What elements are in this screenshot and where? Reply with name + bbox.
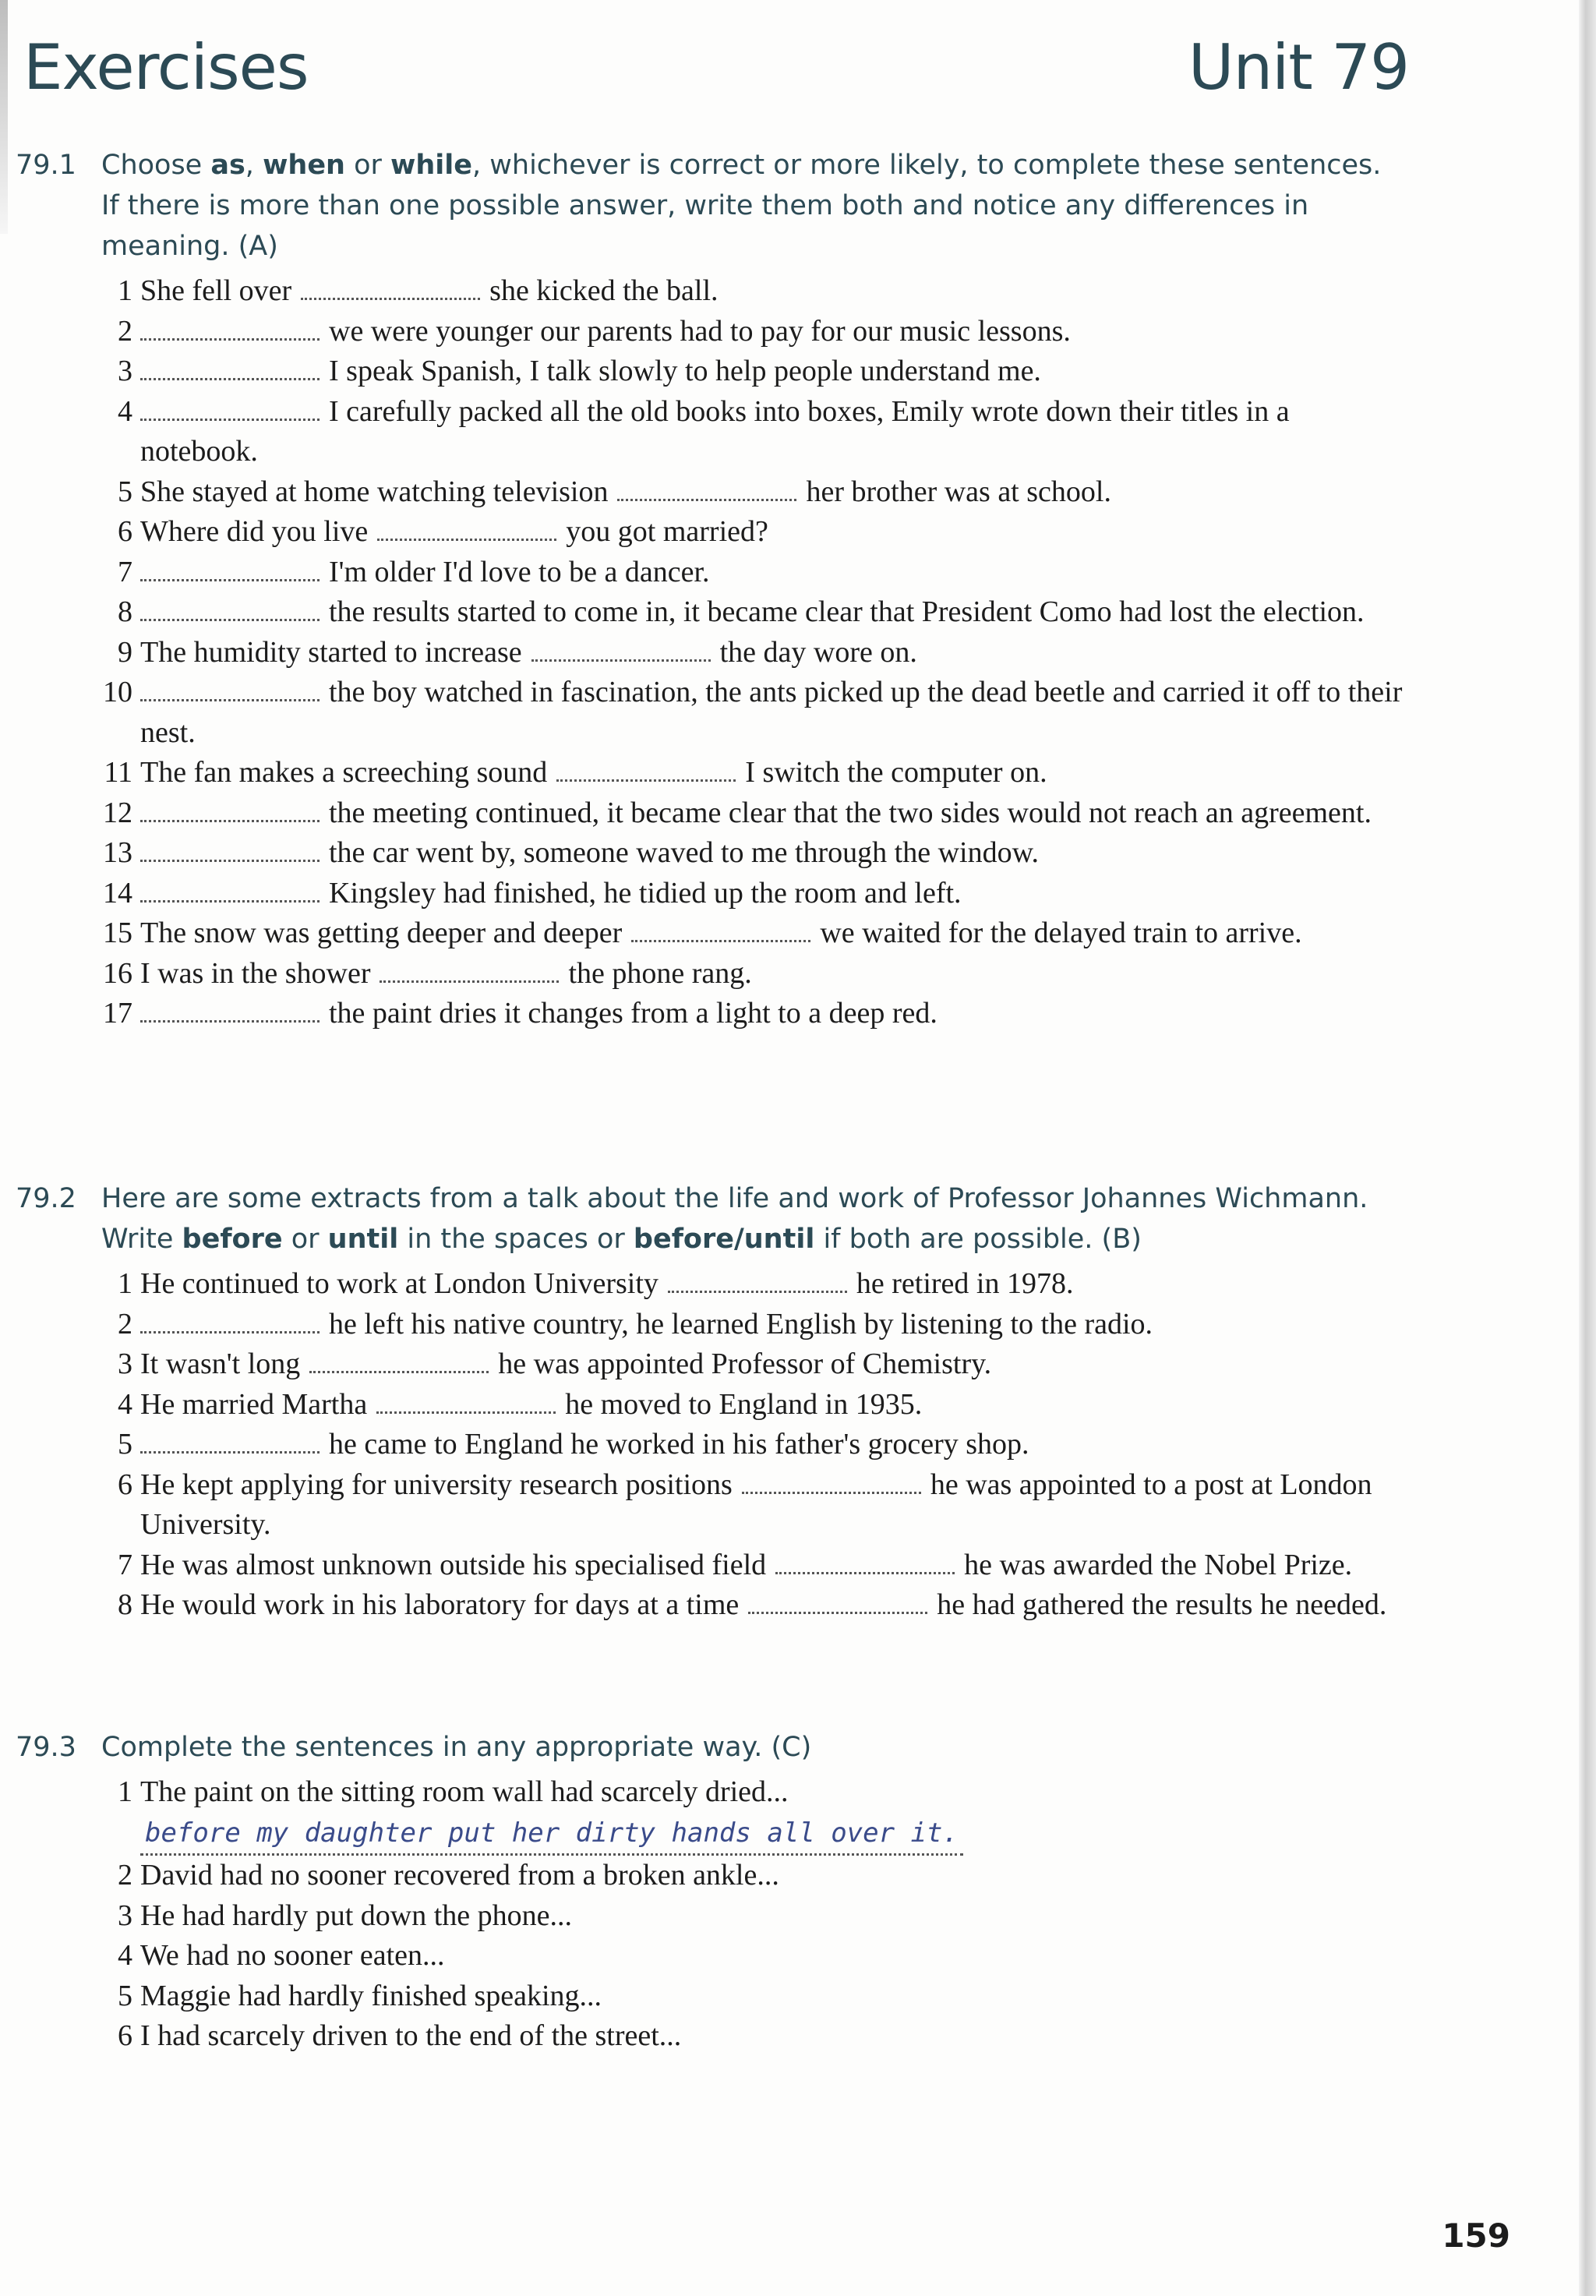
item-sentence (140, 874, 1403, 914)
exercise-item (86, 271, 1403, 312)
exercise-item (86, 1425, 1403, 1465)
exercise-item (86, 553, 1403, 593)
exercise-items (86, 271, 1403, 1034)
exercise-item (86, 1465, 1403, 1545)
sentence-end: he had gathered the results he needed. (937, 1588, 1387, 1621)
answer-gap[interactable] (140, 1012, 320, 1023)
exercise-number: 79.3 (16, 1732, 76, 1763)
answer-gap[interactable] (531, 652, 711, 662)
exercise-79-2 (16, 1178, 1403, 1626)
item-number: 4 (118, 1939, 132, 1972)
item-sentence (140, 1936, 1403, 1976)
sentence-start: The fan makes a screeching sound (140, 756, 548, 789)
item-sentence (140, 512, 1403, 553)
answer-gap[interactable] (742, 1484, 921, 1494)
exercise-item (86, 392, 1403, 472)
exercise-items (86, 1772, 1403, 2057)
unit-title: Unit 79 (1188, 31, 1409, 104)
sentence-end: she kicked the ball. (489, 274, 719, 307)
exercise-item (86, 1936, 1403, 1976)
sentence-prompt: He had hardly put down the phone... (140, 1899, 573, 1932)
sentence-end: the results started to come in, it became clear that President Como had lost the election. (329, 595, 1365, 628)
sentence-prompt: I had scarcely driven to the end of the street... (140, 2019, 682, 2052)
page-title: Exercises (23, 31, 309, 104)
exercise-item (86, 512, 1403, 553)
item-sentence (140, 833, 1403, 874)
exercise-79-3 (16, 1727, 1403, 2057)
item-number: 11 (104, 756, 132, 789)
answer-gap[interactable] (140, 411, 320, 421)
item-number: 1 (118, 1775, 132, 1808)
exercise-item (86, 793, 1403, 834)
exercise-item (86, 1344, 1403, 1385)
item-number: 15 (103, 917, 132, 949)
item-number: 1 (118, 1267, 132, 1300)
item-sentence (140, 1976, 1403, 2017)
item-sentence (140, 1856, 1403, 1896)
exercise-item (86, 874, 1403, 914)
item-sentence (140, 553, 1403, 593)
item-number: 17 (103, 997, 132, 1030)
sentence-prompt: David had no sooner recovered from a broken ankle... (140, 1859, 779, 1892)
item-sentence (140, 753, 1403, 793)
answer-gap[interactable] (748, 1604, 927, 1614)
item-sentence (140, 1772, 1403, 1856)
sentence-start: He would work in his laboratory for days at a time (140, 1588, 740, 1621)
exercise-instruction: Complete the sentences in any appropriate way. (C) (101, 1732, 812, 1763)
item-number: 6 (118, 2019, 132, 2052)
page-edge-shadow (0, 0, 8, 234)
item-number: 2 (118, 1859, 132, 1892)
sentence-prompt: Maggie had hardly finished speaking... (140, 1979, 602, 2012)
answer-gap[interactable] (556, 772, 736, 782)
item-sentence (140, 351, 1403, 392)
answer-gap[interactable] (140, 1443, 320, 1454)
exercise-item (86, 633, 1403, 673)
item-number: 3 (118, 355, 132, 387)
sentence-end: the day wore on. (719, 635, 917, 669)
sentence-end: the phone rang. (568, 956, 752, 990)
item-sentence (140, 312, 1403, 352)
sentence-start: I was in the shower (140, 956, 371, 990)
exercise-number: 79.2 (16, 1183, 76, 1214)
answer-gap[interactable] (309, 1363, 489, 1373)
item-number: 4 (118, 1387, 132, 1421)
item-sentence (140, 1305, 1403, 1345)
sentence-end: he was appointed Professor of Chemistry. (498, 1348, 992, 1380)
item-number: 7 (118, 555, 132, 588)
item-number: 1 (118, 274, 132, 307)
sentence-end: I'm older I'd love to be a dancer. (329, 555, 710, 588)
item-sentence (140, 1385, 1403, 1425)
item-number: 7 (118, 1548, 132, 1581)
answer-gap[interactable] (631, 932, 810, 942)
exercise-item (86, 913, 1403, 954)
sentence-end: the car went by, someone waved to me through the window. (329, 836, 1040, 869)
exercise-item (86, 1385, 1403, 1425)
exercise-items (86, 1264, 1403, 1626)
exercise-item (86, 1896, 1403, 1937)
sentence-end: the meeting continued, it became clear that the two sides would not reach an agreement. (329, 796, 1372, 829)
sentence-start: It wasn't long (140, 1348, 301, 1380)
answer-gap[interactable] (140, 1323, 320, 1333)
exercise-item (86, 351, 1403, 392)
exercise-item (86, 1856, 1403, 1896)
exercise-number: 79.1 (16, 150, 76, 181)
item-sentence (140, 392, 1403, 472)
sentence-start: He was almost unknown outside his specialised field (140, 1548, 767, 1581)
item-sentence (140, 2016, 1403, 2057)
item-sentence (140, 913, 1403, 954)
item-number: 13 (103, 836, 132, 869)
answer-gap[interactable] (377, 531, 556, 541)
answer-gap[interactable] (775, 1564, 955, 1574)
item-number: 3 (118, 1899, 132, 1932)
item-number: 2 (118, 314, 132, 348)
exercise-item (86, 1772, 1403, 1856)
item-sentence (140, 793, 1403, 834)
sentence-end: he was awarded the Nobel Prize. (964, 1548, 1353, 1581)
sentence-end: we waited for the delayed train to arrive. (820, 917, 1302, 949)
sentence-end: I speak Spanish, I talk slowly to help people understand me. (329, 355, 1041, 387)
sentence-end: I switch the computer on. (745, 756, 1047, 789)
sentence-end: he was appointed to a post at London University. (140, 1468, 1372, 1541)
item-sentence (140, 1896, 1403, 1937)
item-sentence (140, 1545, 1403, 1586)
sentence-end: Kingsley had finished, he tidied up the room and left. (329, 876, 962, 910)
item-sentence (140, 271, 1403, 312)
item-number: 9 (118, 635, 132, 669)
answer-gap[interactable] (140, 852, 320, 862)
item-sentence (140, 592, 1403, 633)
sentence-end: he came to England he worked in his father's grocery shop. (329, 1428, 1029, 1461)
sentence-end: the boy watched in fascination, the ants picked up the dead beetle and carried it off to their nest. (140, 676, 1403, 749)
item-number: 16 (103, 956, 132, 990)
sentence-start: He married Martha (140, 1387, 368, 1421)
exercise-item (86, 1264, 1403, 1305)
exercise-item (86, 592, 1403, 633)
item-number: 6 (118, 515, 132, 548)
exercise-instruction: Choose as, when or while, whichever is correct or more likely, to complete these sentences. If there is more than one possible answer, write them both and notice any differences in meaning. (A) (101, 150, 1382, 262)
exercise-item (86, 312, 1403, 352)
answer-gap[interactable] (668, 1283, 847, 1293)
item-sentence (140, 1264, 1403, 1305)
answer-gap[interactable] (140, 370, 320, 380)
answer-gap[interactable] (140, 611, 320, 621)
exercise-item (86, 954, 1403, 994)
sentence-end: he left his native country, he learned English by listening to the radio. (329, 1307, 1153, 1341)
sentence-end: we were younger our parents had to pay for our music lessons. (329, 314, 1071, 348)
item-number: 4 (118, 394, 132, 428)
sentence-end: I carefully packed all the old books into boxes, Emily wrote down their titles in a notebook. (140, 394, 1290, 468)
sentence-start: She fell over (140, 274, 292, 307)
answer-gap[interactable] (140, 571, 320, 581)
item-number: 10 (103, 676, 132, 708)
sentence-end: the paint dries it changes from a light to a deep red. (329, 997, 937, 1030)
sentence-end: he retired in 1978. (856, 1267, 1074, 1300)
example-answer: before my daughter put her dirty hands all over it. (140, 1814, 963, 1856)
answer-gap[interactable] (301, 290, 480, 300)
exercise-item (86, 833, 1403, 874)
exercise-item (86, 1585, 1403, 1626)
item-number: 5 (118, 475, 132, 508)
exercise-item (86, 994, 1403, 1034)
item-sentence (140, 994, 1403, 1034)
answer-gap[interactable] (376, 1404, 556, 1414)
item-number: 6 (118, 1468, 132, 1501)
item-number: 12 (103, 796, 132, 829)
sentence-start: He continued to work at London University (140, 1267, 659, 1300)
item-number: 5 (118, 1428, 132, 1461)
sentence-start: She stayed at home watching television (140, 475, 609, 508)
item-sentence (140, 673, 1403, 753)
exercise-item (86, 753, 1403, 793)
item-sentence (140, 954, 1403, 994)
item-number: 5 (118, 1979, 132, 2012)
item-sentence (140, 1425, 1403, 1465)
answer-gap[interactable] (140, 892, 320, 903)
exercise-instruction: Here are some extracts from a talk about the life and work of Professor Johannes Wichmann. Write before or until in the spaces or before/until if both are possible. (B) (101, 1183, 1368, 1255)
answer-gap[interactable] (140, 812, 320, 822)
exercise-item (86, 2016, 1403, 2057)
item-number: 8 (118, 595, 132, 628)
sentence-start: The humidity started to increase (140, 635, 522, 669)
sentence-prompt: The paint on the sitting room wall had scarcely dried... (140, 1775, 789, 1808)
exercise-item (86, 472, 1403, 513)
sentence-end: her brother was at school. (806, 475, 1111, 508)
answer-gap[interactable] (617, 491, 796, 501)
exercise-79-1 (16, 145, 1403, 1034)
item-number: 8 (118, 1588, 132, 1621)
item-number: 14 (103, 876, 132, 910)
item-sentence (140, 633, 1403, 673)
item-sentence (140, 1585, 1403, 1626)
sentence-prompt: We had no sooner eaten... (140, 1939, 445, 1972)
exercise-item (86, 673, 1403, 753)
item-sentence (140, 1465, 1403, 1545)
book-spine-shadow (1579, 0, 1596, 2296)
page-number: 159 (1442, 2217, 1510, 2255)
item-number: 2 (118, 1307, 132, 1341)
answer-gap[interactable] (140, 330, 320, 341)
sentence-end: he moved to England in 1935. (565, 1387, 923, 1421)
answer-gap[interactable] (140, 691, 320, 701)
exercise-item (86, 1545, 1403, 1586)
sentence-start: The snow was getting deeper and deeper (140, 917, 623, 949)
sentence-start: Where did you live (140, 515, 369, 548)
item-sentence (140, 1344, 1403, 1385)
exercise-item (86, 1305, 1403, 1345)
item-sentence (140, 472, 1403, 513)
answer-gap[interactable] (380, 973, 559, 983)
item-number: 3 (118, 1348, 132, 1380)
sentence-start: He kept applying for university research positions (140, 1468, 733, 1501)
exercise-item (86, 1976, 1403, 2017)
sentence-end: you got married? (566, 515, 768, 548)
